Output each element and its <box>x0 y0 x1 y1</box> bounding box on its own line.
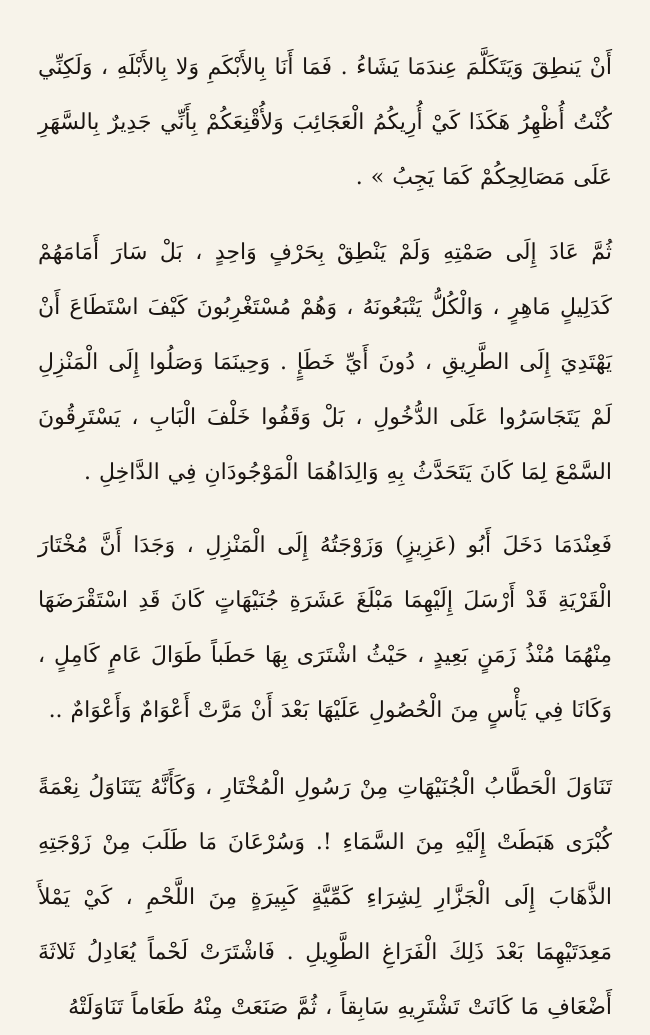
paragraph-4: تَنَاوَلَ الْحَطَّابُ الْجُنَيْهَاتِ مِنْ رَسُولِ الْمُخْتَارِ ، وَكَأَنَّهُ يَتَنَاوَلُ نِعْمَةً كُبْرَى هَبَطَتْ إِلَيْهِ مِنَ السَّمَاءِ !. وَسُرْعَانَ مَا طَلَبَ مِنْ زَوْجَتِهِ الذَّهَابَ إِلَى الْجَزَّارِ لِشِرَاءِ كَمِّيَّةٍ كَبِيرَةٍ مِنَ اللَّحْمِ ، كَيْ يَمْلأَ مَعِدَتَيْهِمَا بَعْدَ ذَلِكَ الْفَرَاغِ الطَّوِيلِ . فَاشْتَرَتْ لَحْماً يُعَادِلُ ثَلاثَةَ أَضْعَافِ مَا كَانَتْ تَشْتَرِيهِ سَابِقاً ، ثُمَّ صَنَعَتْ مِنْهُ طَعَاماً تَنَاوَلَتْهُ <box>38 775 612 1020</box>
paragraph-2: ثُمَّ عَادَ إِلَى صَمْتِهِ وَلَمْ يَنْطِقْ بِحَرْفٍ وَاحِدٍ ، بَلْ سَارَ أَمَامَهُمْ كَدَلِيلٍ مَاهِرٍ ، وَالْكُلُّ يَتْبَعُونَهُ ، وَهُمْ مُسْتَغْرِبُونَ كَيْفَ اسْتَطَاعَ أَنْ يَهْتَدِيَ إِلَى الطَّرِيقِ ، دُونَ أَيِّ خَطَإٍ . وَحِينَمَا وَصَلُوا إِلَى الْمَنْزِلِ لَمْ يَتَجَاسَرُوا عَلَى الدُّخُولِ ، بَلْ وَقَفُوا خَلْفَ الْبَابِ ، يَسْتَرِقُونَ السَّمْعَ لِمَا كَانَ يَتَحَدَّثُ بِهِ وَالِدَاهُمَا الْمَوْجُودَانِ فِي الدَّاخِلِ . <box>38 240 613 485</box>
paragraph-3: فَعِنْدَمَا دَخَلَ أَبُو (عَزِيزٍ) وَزَوْجَتُهُ إِلَى الْمَنْزِلِ ، وَجَدَا أَنَّ مُخْتَارَ الْقَرْيَةِ قَدْ أَرْسَلَ إِلَيْهِمَا مَبْلَغَ عَشَرَةِ جُنَيْهَاتٍ كَانَ قَدِ اسْتَقْرَضَهَا مِنْهُمَا مُنْذُ زَمَنٍ بَعِيدٍ ، حَيْثُ اشْتَرَى بِهَا حَطَباً طَوَالَ عَامٍ كَامِلٍ ، وَكَانَا فِي يَأْسٍ مِنَ الْحُصُولِ عَلَيْهَا بَعْدَ أَنْ مَرَّتْ أَعْوَامٌ وَأَعْوَامٌ .. <box>38 533 612 723</box>
paragraph-1: أَنْ يَنطِقَ وَيَتَكَلَّمَ عِندَمَا يَشَاءُ . فَمَا أَنَا بِالأَبْكَمِ وَلا بِالأَبْلَهِ ، وَلَكِنِّي كُنْتُ أُظْهِرُ هَكَذَا كَيْ أُرِيكُمُ الْعَجَائِبَ وَلأُقْنِعَكُمْ بِأَنِّي جَدِيرٌ بِالسَّهَرِ عَلَى مَصَالِحِكُمْ كَمَا يَجِبُ » . <box>38 55 612 190</box>
